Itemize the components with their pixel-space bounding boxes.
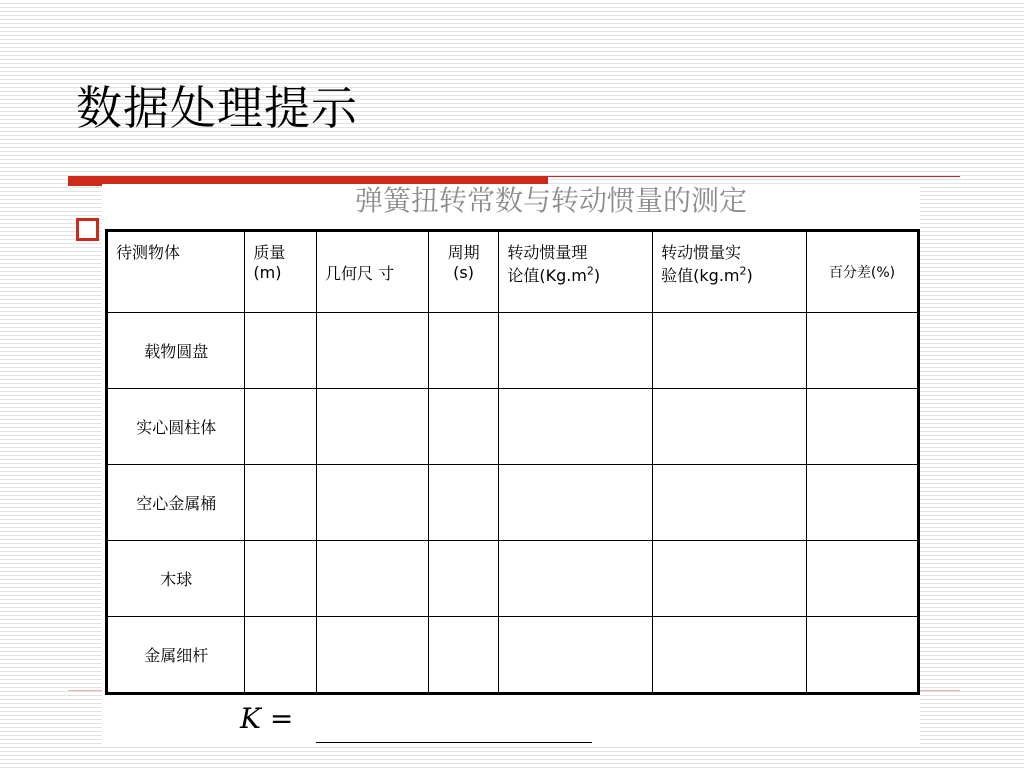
- empty-cell[interactable]: [245, 541, 317, 617]
- empty-cell[interactable]: [428, 313, 499, 389]
- empty-cell[interactable]: [428, 541, 499, 617]
- empty-cell[interactable]: [653, 313, 807, 389]
- empty-cell[interactable]: [499, 389, 653, 465]
- empty-cell[interactable]: [428, 389, 499, 465]
- k-equals: =: [260, 702, 294, 735]
- empty-cell[interactable]: [807, 541, 919, 617]
- empty-cell[interactable]: [317, 313, 429, 389]
- table-panel: [102, 184, 920, 746]
- empty-cell[interactable]: [499, 617, 653, 694]
- measurement-table: [105, 229, 920, 695]
- table-row: [107, 389, 919, 465]
- empty-cell[interactable]: [499, 465, 653, 541]
- header-period: 周期 (s): [428, 231, 499, 313]
- k-symbol: K: [240, 702, 261, 735]
- header-theoretical-inertia: 转动惯量理 论值$(Kg.m^2)$: [499, 231, 653, 313]
- header-object: 待测物体: [107, 231, 245, 313]
- empty-cell[interactable]: [807, 617, 919, 694]
- empty-cell[interactable]: [245, 389, 317, 465]
- table-row: [107, 541, 919, 617]
- empty-cell[interactable]: [653, 541, 807, 617]
- empty-cell[interactable]: [428, 465, 499, 541]
- table-row: [107, 617, 919, 694]
- bullet-square: [76, 218, 99, 241]
- row-name: 木球: [107, 541, 245, 617]
- row-name: 空心金属桶: [107, 465, 245, 541]
- slide-title: 数据处理提示: [76, 81, 358, 135]
- empty-cell[interactable]: [317, 389, 429, 465]
- k-formula: [240, 702, 293, 735]
- k-answer-line[interactable]: [316, 742, 592, 743]
- row-name: 金属细杆: [107, 617, 245, 694]
- empty-cell[interactable]: [245, 313, 317, 389]
- empty-cell[interactable]: [653, 617, 807, 694]
- empty-cell[interactable]: [245, 465, 317, 541]
- empty-cell[interactable]: [807, 389, 919, 465]
- table-row: [107, 465, 919, 541]
- panel-title: 弹簧扭转常数与转动惯量的测定: [354, 184, 747, 217]
- empty-cell[interactable]: [245, 617, 317, 694]
- row-name: 载物圆盘: [107, 313, 245, 389]
- empty-cell[interactable]: [499, 541, 653, 617]
- table-row: [107, 313, 919, 389]
- empty-cell[interactable]: [653, 465, 807, 541]
- empty-cell[interactable]: [653, 389, 807, 465]
- table-header-row: [107, 231, 919, 313]
- empty-cell[interactable]: [317, 465, 429, 541]
- header-percent-diff: 百分差(%): [807, 231, 919, 313]
- row-name: 实心圆柱体: [107, 389, 245, 465]
- empty-cell[interactable]: [499, 313, 653, 389]
- empty-cell[interactable]: [807, 313, 919, 389]
- empty-cell[interactable]: [317, 541, 429, 617]
- header-experimental-inertia: 转动惯量实 验值$(kg.m^2)$: [653, 231, 807, 313]
- empty-cell[interactable]: [807, 465, 919, 541]
- header-dimensions: 几何尺 寸: [317, 231, 429, 313]
- empty-cell[interactable]: [317, 617, 429, 694]
- empty-cell[interactable]: [428, 617, 499, 694]
- header-mass: 质量 (m): [245, 231, 317, 313]
